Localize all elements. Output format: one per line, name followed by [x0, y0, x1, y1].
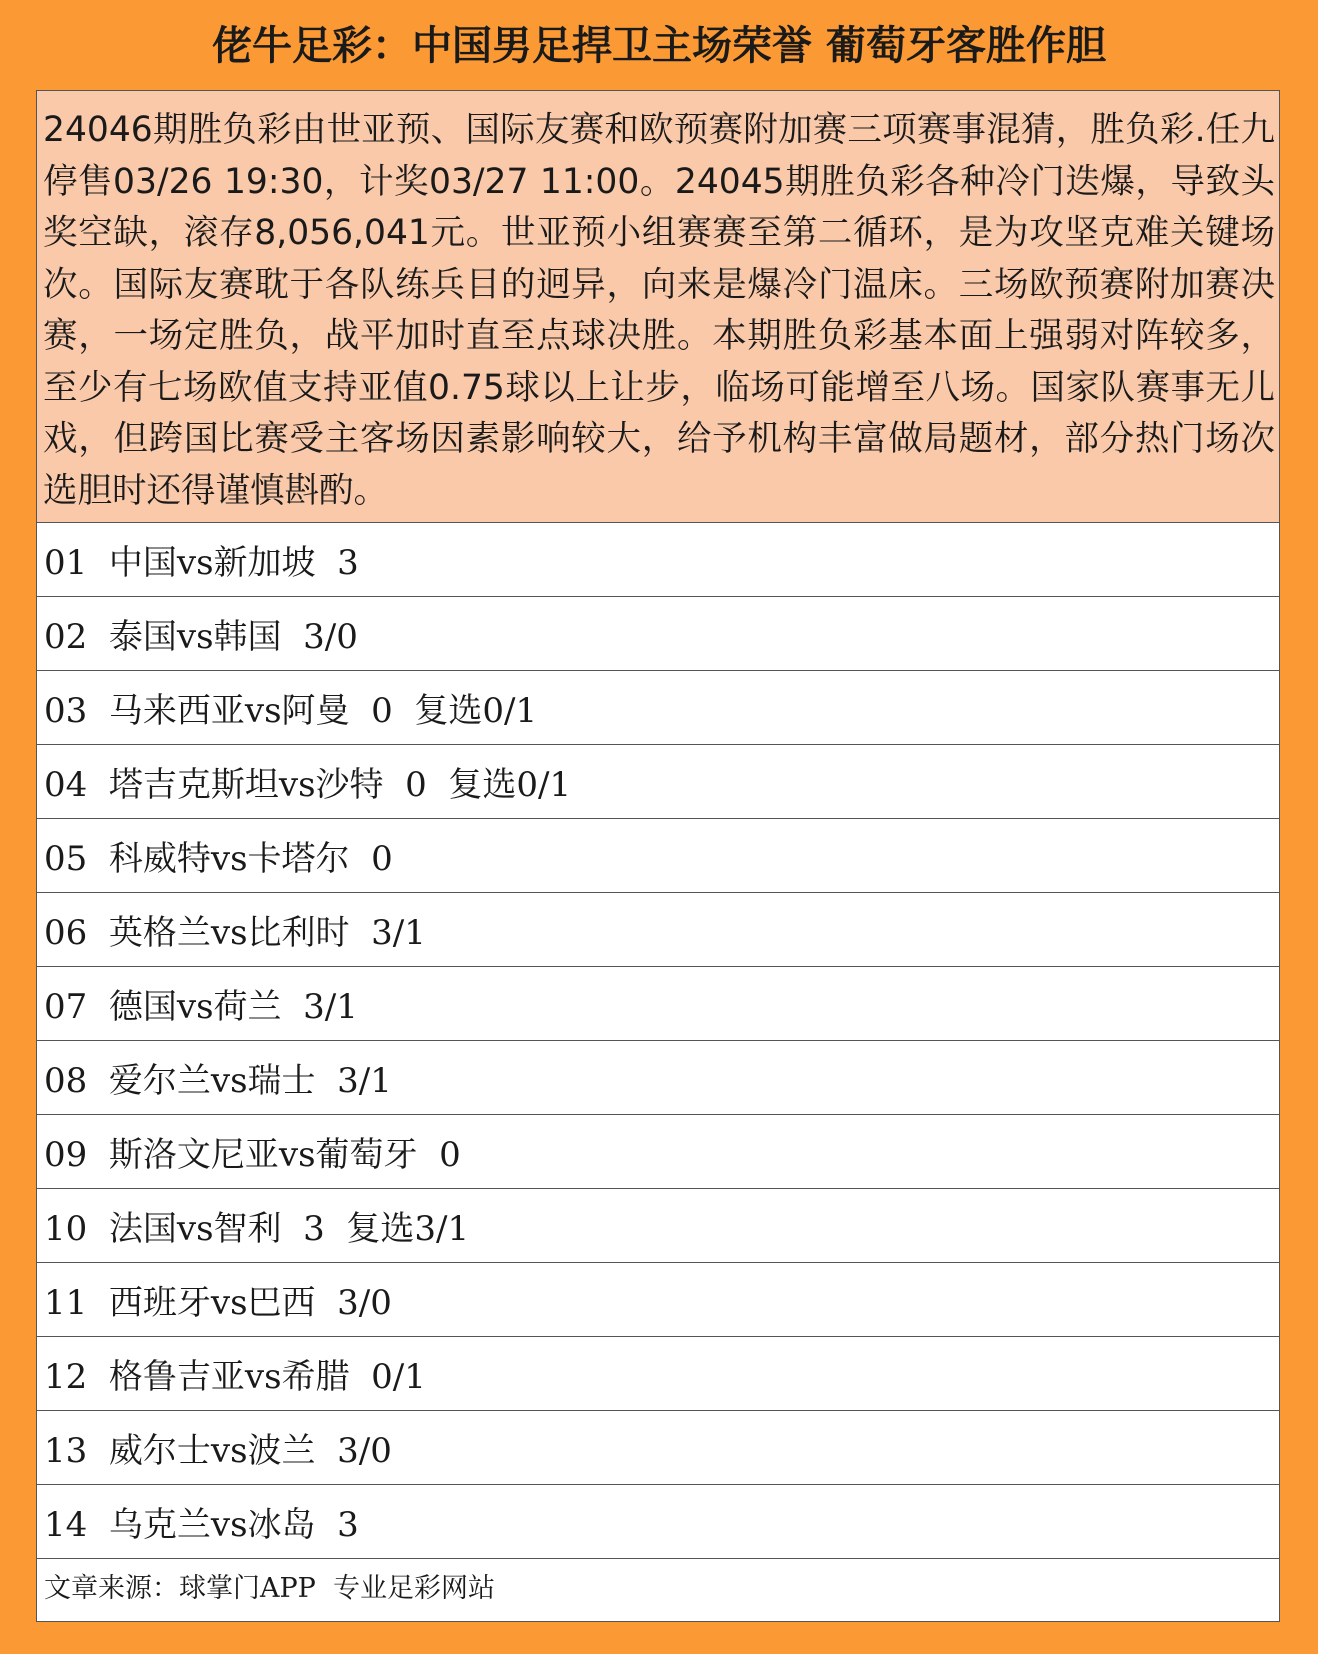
match-row-13: 13 威尔士vs波兰 3/0: [37, 1411, 1279, 1485]
match-row-02: 02 泰国vs韩国 3/0: [37, 597, 1279, 671]
match-row-03: 03 马来西亚vs阿曼 0 复选0/1: [37, 671, 1279, 745]
match-row-06: 06 英格兰vs比利时 3/1: [37, 893, 1279, 967]
match-row-14: 14 乌克兰vs冰岛 3: [37, 1485, 1279, 1559]
match-row-11: 11 西班牙vs巴西 3/0: [37, 1263, 1279, 1337]
match-row-10: 10 法国vs智利 3 复选3/1: [37, 1189, 1279, 1263]
match-row-12: 12 格鲁吉亚vs希腊 0/1: [37, 1337, 1279, 1411]
page-title: 佬牛足彩：中国男足捍卫主场荣誉 葡萄牙客胜作胆: [212, 23, 1106, 69]
match-row-01: 01 中国vs新加坡 3: [37, 523, 1279, 597]
match-row-08: 08 爱尔兰vs瑞士 3/1: [37, 1041, 1279, 1115]
match-row-05: 05 科威特vs卡塔尔 0: [37, 819, 1279, 893]
content-panel: [36, 90, 1280, 1622]
match-row-07: 07 德国vs荷兰 3/1: [37, 967, 1279, 1041]
intro-paragraph: 24046期胜负彩由世亚预、国际友赛和欧预赛附加赛三项赛事混猜，胜负彩.任九停售03/26 19:30，计奖03/27 11:00。24045期胜负彩各种冷门迭爆，导致头奖空缺，滚存8,056,041元。世亚预小组赛赛至第二循环，是为攻坚克难关键场次。国际友赛耽于各队练兵目的迥异，向来是爆冷门温床。三场欧预赛附加赛决赛，一场定胜负，战平加时直至点球决胜。本期胜负彩基本面上强弱对阵较多，至少有七场欧值支持亚值0.75球以上让步，临场可能增至八场。国家队赛事无儿戏，但跨国比赛受主客场因素影响较大，给予机构丰富做局题材，部分热门场次选胆时还得谨慎斟酌。: [37, 91, 1279, 523]
match-row-09: 09 斯洛文尼亚vs葡萄牙 0: [37, 1115, 1279, 1189]
source-footer: 文章来源：球掌门APP 专业足彩网站: [44, 1573, 495, 1604]
match-row-04: 04 塔吉克斯坦vs沙特 0 复选0/1: [37, 745, 1279, 819]
